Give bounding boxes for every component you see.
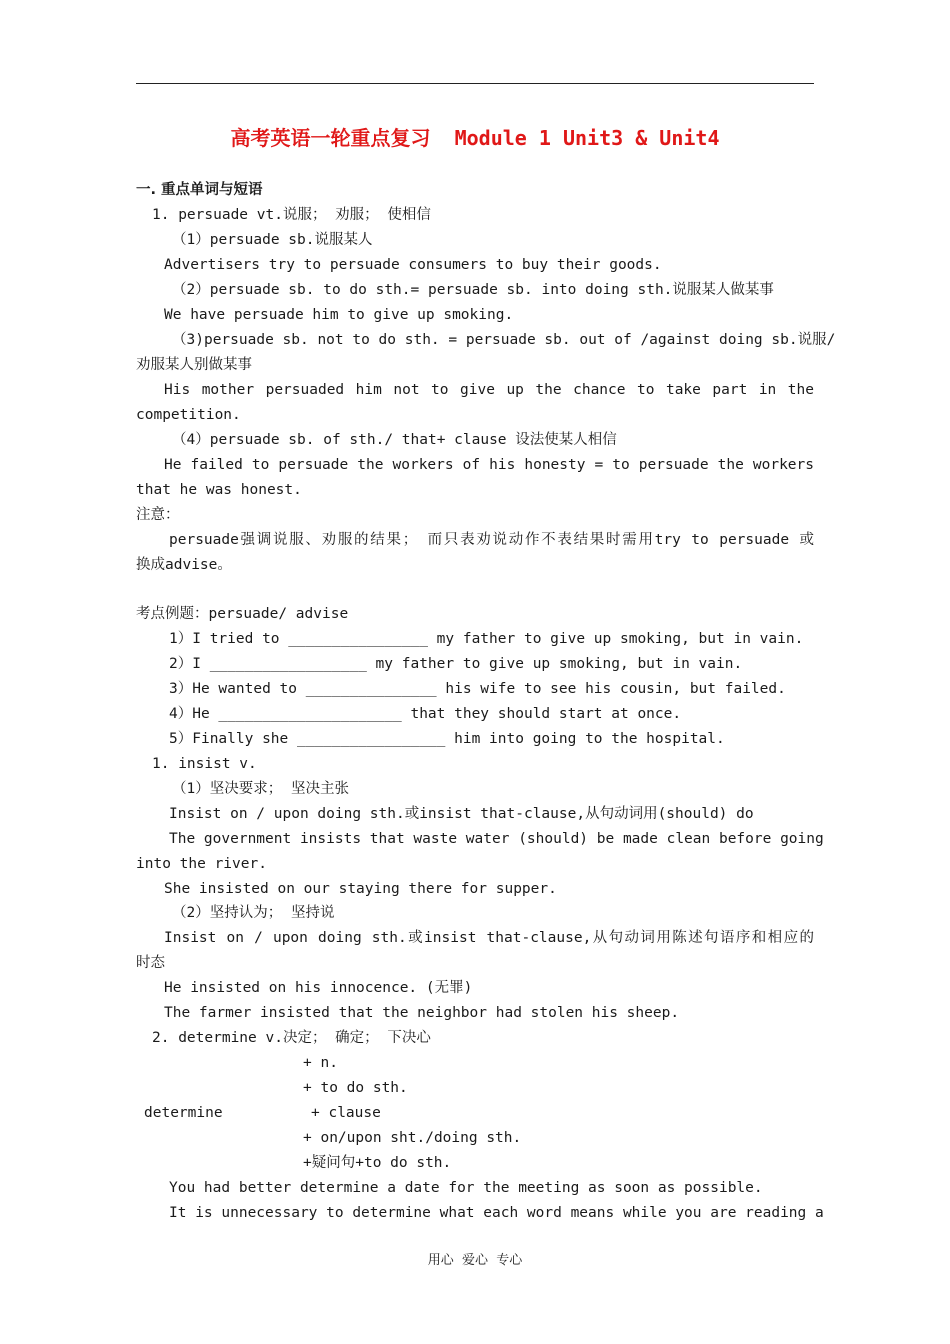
entry-determine: 2. determine v.决定； 确定； 下决心 — [152, 1030, 431, 1046]
note-text-cont: 换成advise。 — [136, 557, 232, 573]
usage-1: （1）persuade sb.说服某人 — [172, 232, 373, 248]
exercise-item: 2）I __________________ my father to give up smoking, but in vain. — [169, 656, 743, 672]
example: We have persuade him to give up smoking. — [164, 307, 514, 323]
exercise-item: 3）He wanted to _______________ his wife to see his cousin, but failed. — [169, 681, 786, 697]
exercise-item: 1）I tried to ________________ my father to give up smoking, but in vain. — [169, 631, 804, 647]
pattern-head: determine — [144, 1105, 223, 1121]
entry-insist: 1. insist v. — [152, 756, 257, 772]
example: The farmer insisted that the neighbor had stolen his sheep. — [164, 1005, 680, 1021]
note-text: persuade强调说服、劝服的结果； 而只表劝说动作不表结果时需用try to persuade 或 — [169, 532, 814, 548]
pattern-item: + n. — [303, 1055, 338, 1071]
example: You had better determine a date for the meeting as soon as possible. — [169, 1180, 763, 1196]
top-rule — [136, 83, 814, 84]
pattern-item: + on/upon sht./doing sth. — [303, 1130, 522, 1146]
exercise-heading: 考点例题：persuade/ advise — [136, 606, 349, 622]
example: It is unnecessary to determine what each word means while you are reading a — [169, 1205, 824, 1221]
usage-2: （2）persuade sb. to do sth.= persuade sb. into doing sth.说服某人做某事 — [172, 282, 774, 298]
page-footer: 用心 爱心 专心 — [427, 1253, 523, 1268]
pattern-item: +疑问句+to do sth. — [303, 1155, 452, 1171]
example-cont: that he was honest. — [136, 482, 302, 498]
page-title: 高考英语一轮重点复习 Module 1 Unit3 & Unit4 — [230, 126, 720, 150]
pattern-item: + to do sth. — [303, 1080, 408, 1096]
example: She insisted on our staying there for supper. — [164, 881, 557, 897]
usage-rule: Insist on / upon doing sth.或insist that-clause,从句动词用(should) do — [169, 806, 754, 822]
usage-4: （4）persuade sb. of sth./ that+ clause 设法使某人相信 — [172, 432, 617, 448]
example-cont: into the river. — [136, 856, 267, 872]
note-label: 注意： — [136, 507, 180, 523]
usage-2: （2）坚持认为； 坚持说 — [172, 905, 335, 921]
section-heading: 一. 重点单词与短语 — [136, 182, 263, 198]
exercise-item: 5）Finally she _________________ him into going to the hospital. — [169, 731, 725, 747]
example: He failed to persuade the workers of his honesty = to persuade the workers — [164, 457, 814, 473]
usage-3-cont: 劝服某人别做某事 — [136, 357, 252, 373]
pattern-item: + clause — [311, 1105, 381, 1121]
example: His mother persuaded him not to give up the chance to take part in the — [164, 382, 814, 398]
usage-3: （3)persuade sb. not to do sth. = persuade sb. out of /against doing sb.说服/ — [172, 332, 836, 348]
entry-persuade: 1. persuade vt.说服； 劝服； 使相信 — [152, 207, 431, 223]
usage-rule: Insist on / upon doing sth.或insist that-clause,从句动词用陈述句语序和相应的 — [164, 930, 814, 946]
example: Advertisers try to persuade consumers to buy their goods. — [164, 257, 662, 273]
example: He insisted on his innocence. (无罪) — [164, 980, 473, 996]
usage-rule-cont: 时态 — [136, 955, 165, 971]
usage-1: （1）坚决要求； 坚决主张 — [172, 781, 349, 797]
example: The government insists that waste water (should) be made clean before going — [169, 831, 824, 847]
exercise-item: 4）He _____________________ that they should start at once. — [169, 706, 682, 722]
example-cont: competition. — [136, 407, 241, 423]
